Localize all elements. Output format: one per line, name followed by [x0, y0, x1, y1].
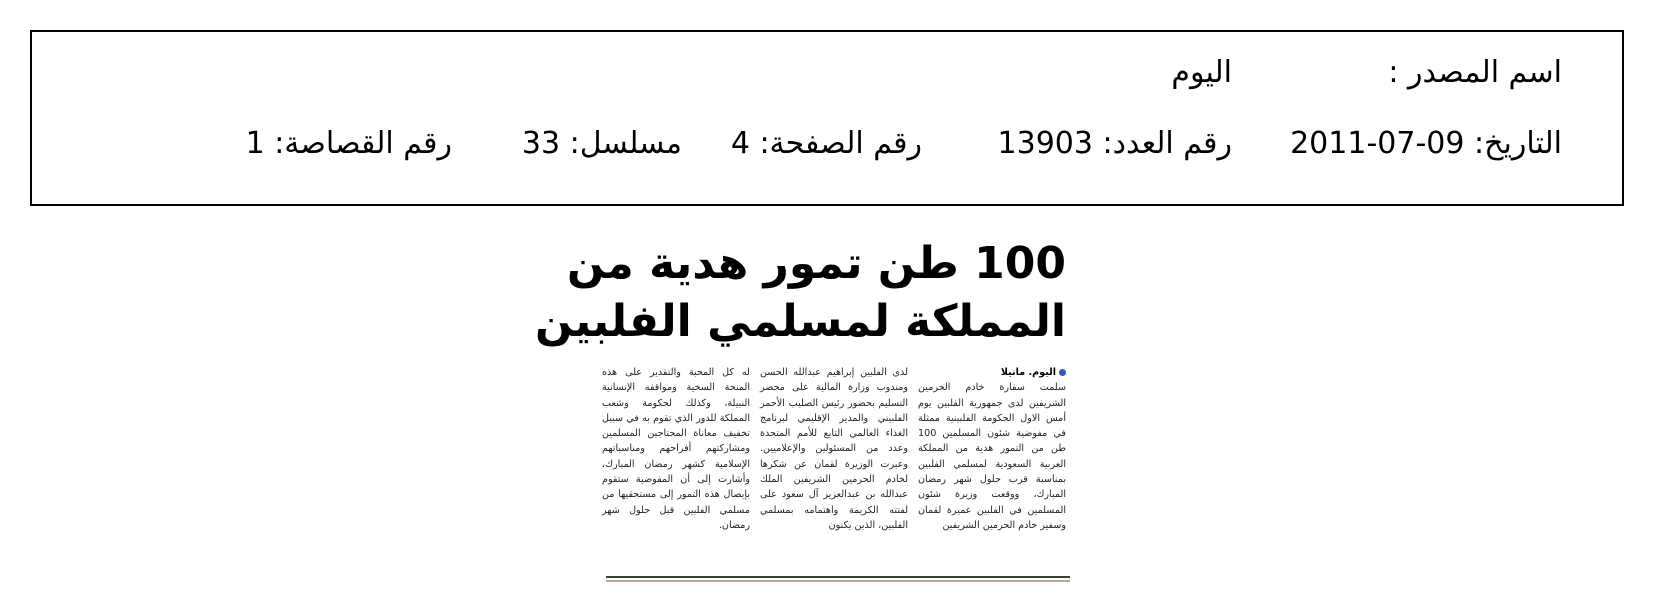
- column-3-text: له كل المحبة والتقدير على هذه المنحة السخية ومواقفه الإنسانية النبيلة، وكذلك لحكومة وشعب المملكة للدور الذي تقوم به في سبيل تخفيف معاناة المحتاجين المسلمين ومشاركتهم أفراحهم ومناسباتهم الإسلامية كشهر رمضان المبارك، وأشارت إلى أن المفوضية ستقوم بإيصال هذه التمور إلى مستحقيها من مسلمي الفلبين قبل حلول شهر رمضان.: [602, 367, 750, 531]
- byline: [918, 365, 1066, 380]
- column-1-text: سلمت سفارة خادم الحرمين الشريفين لدى جمهورية الفلبين يوم أمس الاول الحكومة الفلبينية ممثلة في مفوضية شئون المسلمين 100 طن من التمور هدية من المملكة العربية السعودية لمسلمي الفلبين بمناسبة قرب حلول شهر رمضان المبارك، ووقعت وزيرة شئون المسلمين في الفلبين عميرة لقمان وسفير خادم الحرمين الشريفين: [918, 382, 1066, 531]
- headline-line-1: 100 طن تمور هدية من: [566, 238, 1066, 289]
- article-column-3: [602, 365, 750, 533]
- bottom-rule: [606, 576, 1070, 578]
- page-number-field: رقم الصفحة: 4: [730, 126, 922, 161]
- bottom-rule-accent: [606, 580, 1070, 582]
- date-field: التاريخ: 09-07-2011: [1290, 126, 1562, 161]
- clipping-info-box: [30, 30, 1624, 206]
- newspaper-clipping: [535, 234, 1080, 584]
- clip-number-field: رقم القصاصة: 1: [245, 126, 452, 161]
- serial-field: مسلسل: 33: [521, 126, 682, 161]
- byline-text: اليوم. مانيلا: [1000, 367, 1056, 378]
- source-value: اليوم: [1171, 55, 1232, 90]
- source-label: اسم المصدر :: [1388, 55, 1562, 90]
- bullet-icon: [1059, 369, 1066, 376]
- issue-number-field: رقم العدد: 13903: [997, 126, 1232, 161]
- article-column-1: [918, 365, 1066, 533]
- headline-line-2: المملكة لمسلمي الفلبين: [535, 296, 1066, 347]
- article-column-2: [760, 365, 908, 533]
- column-2-text: لدى الفلبين إبراهيم عبدالله الحسن ومندوب وزارة المالية على محضر التسليم بحضور رئيس الصليب الأحمر الفلبيني والمدير الإقليمي لبرنامج الغذاء العالمي التابع للأمم المتحدة وعدد من المسئولين والإعلاميين. وعبرت الوزيرة لقمان عن شكرها لخادم الحرمين الشريفين الملك عبدالله بن عبدالعزيز آل سعود على لفتته الكريمة واهتمامه بمسلمي الفلبين، الذين يكنون: [760, 367, 908, 531]
